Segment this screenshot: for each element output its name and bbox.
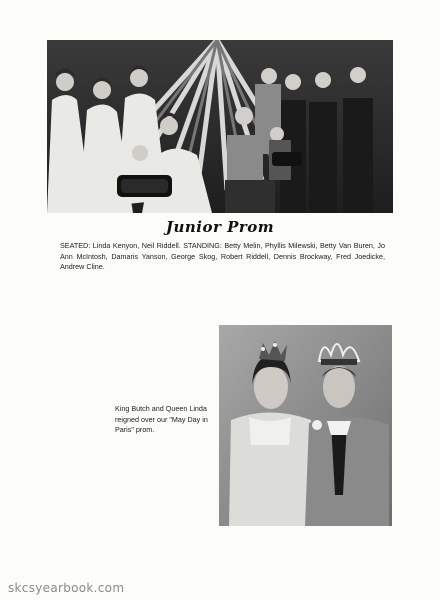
page-title: Junior Prom <box>165 218 275 236</box>
king-queen-photo <box>219 325 392 526</box>
royalty-photo-caption: King Butch and Queen Linda reigned over our "May Day in Paris" prom. <box>115 404 208 434</box>
site-watermark: skcsyearbook.com <box>8 581 125 595</box>
prom-group-photo <box>47 40 393 213</box>
group-photo-caption: SEATED: Linda Kenyon, Neil Riddell. STANDING: Betty Melin, Phyllis Milewski, Betty Van Buren, Jo Ann McIntosh, Damaris Yanson, George Skog, Robert Riddell, Dennis Brockway, Fred Joedicke, Andrew Cline. <box>60 241 385 272</box>
